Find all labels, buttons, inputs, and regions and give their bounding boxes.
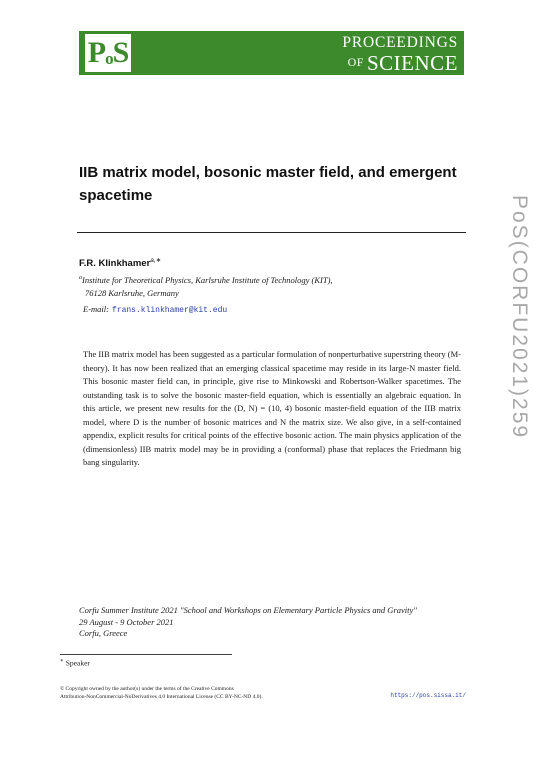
logo-line-proceedings: PROCEEDINGS: [342, 34, 458, 51]
conference-info: [79, 605, 479, 640]
affiliation-line1: Institute for Theoretical Physics, Karlsruhe Institute of Technology (KIT),: [82, 274, 333, 285]
pos-url-link[interactable]: https://pos.sissa.it/: [390, 692, 466, 699]
affiliation-line2: 76128 Karlsruhe, Germany: [85, 287, 179, 298]
footnote-text: Speaker: [65, 658, 90, 668]
footnote: [60, 658, 90, 668]
author-name: F.R. Klinkhamer: [79, 258, 151, 270]
conference-location: Corfu, Greece: [79, 628, 128, 638]
license-line1: © Copyright owned by the author(s) under the terms of the Creative Commons: [60, 686, 234, 692]
license-notice: [60, 685, 320, 701]
title-rule: [77, 232, 466, 233]
pos-logo: [79, 31, 464, 75]
affiliation: [79, 272, 419, 300]
pos-logo-text: [342, 34, 458, 75]
author-marks: a,∗: [150, 257, 162, 264]
conference-name: Corfu Summer Institute 2021 "School and Workshops on Elementary Particle Physics and Gravity": [79, 605, 417, 615]
logo-line-science: [342, 51, 458, 75]
logo-science: SCIENCE: [366, 51, 458, 75]
email-line: [83, 304, 227, 315]
footnote-rule: [60, 654, 232, 655]
conference-dates: 29 August - 9 October 2021: [79, 616, 174, 627]
pos-side-stamp: PoS(CORFU2021)259: [508, 195, 531, 440]
logo-of: OF: [347, 55, 364, 69]
license-line2: Attribution-NonCommercial-NoDerivatives 4.0 International License (CC BY-NC-ND 4.0).: [60, 694, 263, 700]
pos-logo-mark: PoS: [85, 34, 131, 72]
author-line: [79, 256, 161, 269]
paper-title: IIB matrix model, bosonic master field, and emergent spacetime: [79, 164, 457, 204]
footnote-mark: ∗: [60, 658, 64, 664]
email-link[interactable]: frans.klinkhamer@kit.edu: [111, 306, 228, 315]
affiliation-mark: a: [79, 275, 82, 281]
abstract: [83, 348, 461, 470]
email-label: E-mail:: [83, 304, 109, 314]
abstract-text: The IIB matrix model has been suggested as a particular formulation of nonperturbative superstring theory (M-theory). It has now been realized that an emerging classical spacetime may reside in its large-N master field. This bosonic master field can, in principle, give rise to Minkowski and Robertson-Walker spacetimes. The outstanding task is to solve the bosonic master-field equation, which is essentially an algebraic equation. In this article, we present new results for the (D, N) = (10, 4) bosonic master-field equation of the IIB matrix model, where D is the number of bosonic matrices and N the matrix size. We also give, in a self-contained appendix, explicit results for critical points of the effective bosonic action. The main physics application of the (dimensionless) IIB matrix model may be in providing a (conformal) phase that replaces the Friedmann big bang singularity.: [83, 349, 461, 467]
